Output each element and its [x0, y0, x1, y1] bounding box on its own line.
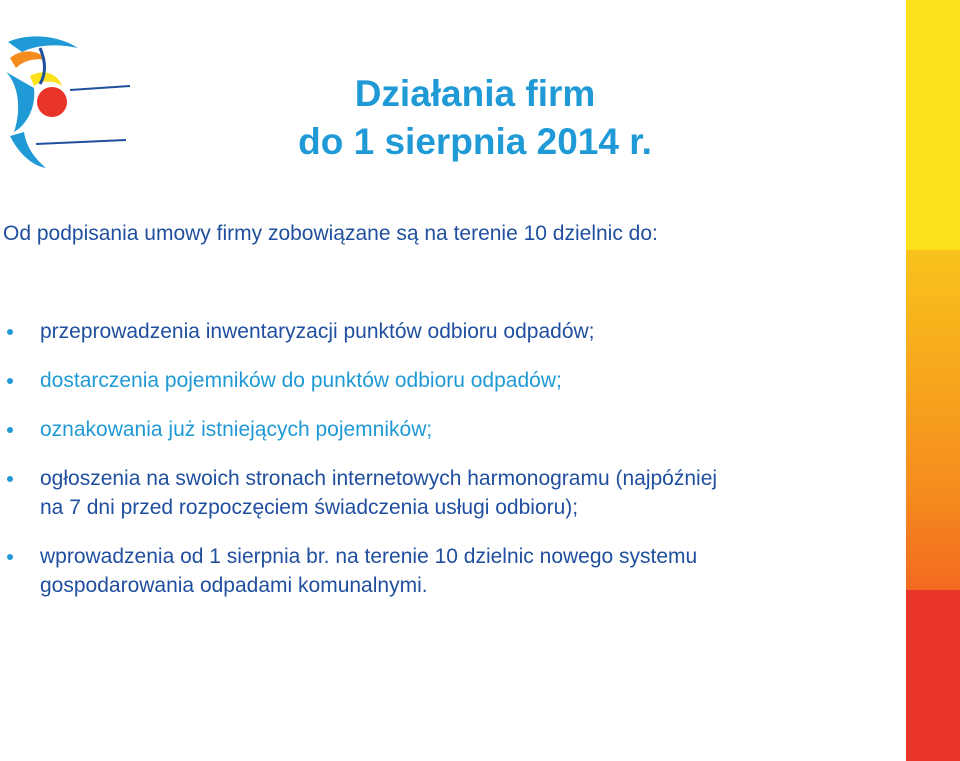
- bullet-icon: [7, 378, 13, 384]
- stripe-red: [906, 590, 960, 761]
- title-line-2: do 1 sierpnia 2014 r.: [298, 121, 652, 162]
- bullet-text: dostarczenia pojemników do punktów odbioru odpadów;: [40, 369, 562, 392]
- bullet-text: przeprowadzenia inwentaryzacji punktów odbioru odpadów;: [40, 320, 595, 343]
- title-line-1: Działania firm: [354, 73, 596, 114]
- bullet-icon: [7, 329, 13, 335]
- bullet-icon: [7, 476, 13, 482]
- bullet-icon: [7, 554, 13, 560]
- slide-title: [240, 70, 710, 166]
- list-item: [0, 415, 890, 444]
- warsaw-mermaid-logo-icon: [0, 28, 140, 188]
- bullet-text: ogłoszenia na swoich stronach internetowych harmonogramu (najpóźniej na 7 dni przed rozpoczęciem świadczenia usługi odbioru);: [40, 467, 718, 519]
- bullet-text: wprowadzenia od 1 sierpnia br. na terenie 10 dzielnic nowego systemu gospodarowania odpadami komunalnymi.: [40, 545, 698, 597]
- bullet-list: [0, 317, 890, 600]
- bullet-text: oznakowania już istniejących pojemników;: [40, 418, 433, 441]
- stripe-orange: [906, 250, 960, 590]
- list-item: [0, 464, 890, 522]
- list-item: [0, 317, 890, 346]
- warsaw-logo: [0, 28, 140, 188]
- decorative-color-stripe: [906, 0, 960, 761]
- intro-text: Od podpisania umowy firmy zobowiązane są na terenie 10 dzielnic do:: [3, 222, 658, 245]
- list-item: [0, 542, 890, 600]
- list-item: [0, 366, 890, 395]
- bullet-icon: [7, 427, 13, 433]
- stripe-yellow: [906, 0, 960, 250]
